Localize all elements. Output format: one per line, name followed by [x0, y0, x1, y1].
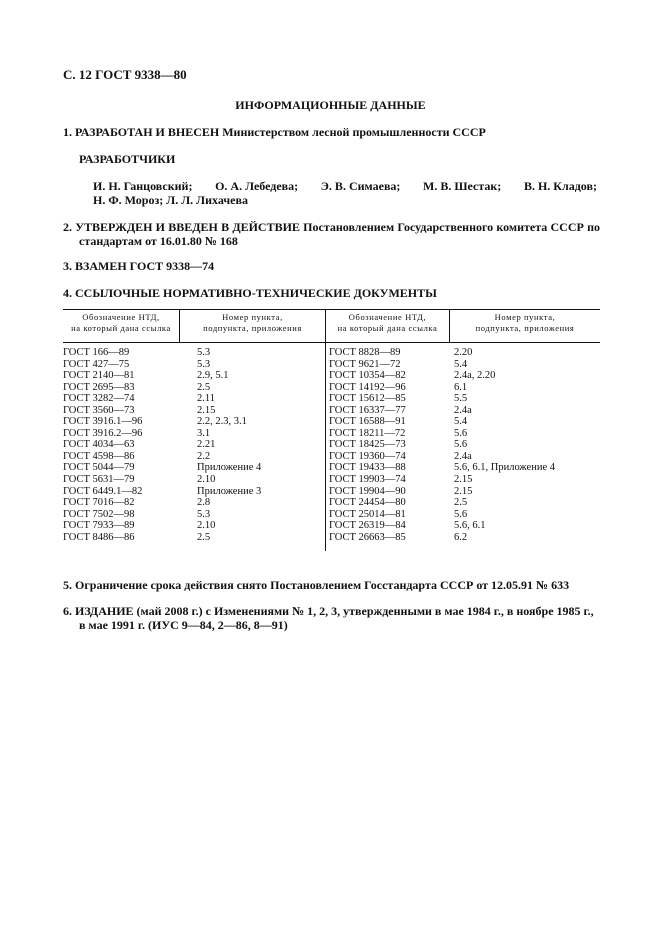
ntd-designation: ГОСТ 2140—81	[63, 370, 135, 382]
table-row	[329, 416, 600, 428]
ntd-designation: ГОСТ 4598—86	[63, 450, 135, 462]
section-1: 1. РАЗРАБОТАН И ВНЕСЕН Министерством лесной промышленности СССР	[63, 125, 486, 139]
ntd-designation: ГОСТ 8486—86	[63, 531, 135, 543]
ntd-designation: ГОСТ 14192—96	[329, 381, 406, 393]
ntd-designation: ГОСТ 18211—72	[329, 427, 406, 439]
developers-heading: РАЗРАБОТЧИКИ	[79, 152, 176, 166]
item-number: 2.15	[197, 404, 216, 416]
ntd-designation: ГОСТ 5044—79	[63, 462, 135, 474]
table-row	[329, 382, 600, 394]
developer-name: М. В. Шестак;	[423, 179, 502, 193]
col-header-line: Номер пункта,	[222, 312, 283, 322]
ntd-designation: ГОСТ 7016—82	[63, 497, 135, 509]
developers-line-1	[93, 179, 597, 194]
ntd-designation: ГОСТ 3916.2—96	[63, 427, 143, 439]
table-row	[329, 486, 600, 498]
ntd-designation: ГОСТ 26663—85	[329, 531, 406, 543]
table-body-left	[63, 347, 325, 543]
item-number: 2.20	[454, 347, 473, 358]
table-row	[63, 462, 325, 474]
item-number: 2.4а	[454, 450, 472, 462]
developer-name: Э. В. Симаева;	[320, 179, 401, 193]
ntd-designation: ГОСТ 19903—74	[329, 474, 406, 486]
item-number: 5.6	[454, 427, 468, 439]
section-3: 3. ВЗАМЕН ГОСТ 9338—74	[63, 259, 215, 273]
table-top-rule	[63, 309, 600, 310]
item-number: 2.4а	[454, 404, 472, 416]
table-row	[329, 474, 600, 486]
table-row	[329, 497, 600, 509]
table-row	[329, 359, 600, 371]
item-number: 2.10	[197, 520, 216, 532]
ntd-designation: ГОСТ 427—75	[63, 358, 130, 370]
item-number: Приложение 3	[197, 485, 262, 497]
table-row	[329, 439, 600, 451]
developer-name: В. Н. Кладов;	[523, 179, 597, 193]
ntd-designation: ГОСТ 7933—89	[63, 520, 135, 532]
section-6-line-2: в мае 1991 г. (ИУС 9—84, 2—86, 8—91)	[79, 618, 288, 632]
item-number: 2.9, 5.1	[197, 370, 229, 382]
ntd-designation: ГОСТ 18425—73	[329, 439, 406, 451]
table-row	[329, 393, 600, 405]
ntd-designation: ГОСТ 25014—81	[329, 508, 406, 520]
item-number: 6.2	[454, 531, 468, 543]
document-title: ИНФОРМАЦИОННЫЕ ДАННЫЕ	[235, 98, 426, 112]
item-number: 5.6, 6.1	[454, 520, 486, 532]
table-row	[63, 428, 325, 440]
table-row	[63, 497, 325, 509]
developer-name: И. Н. Ганцовский;	[93, 179, 193, 193]
table-row	[329, 462, 600, 474]
ntd-designation: ГОСТ 8828—89	[329, 347, 401, 358]
table-header-rule	[63, 342, 600, 343]
item-number: 3.1	[197, 427, 211, 439]
ntd-designation: ГОСТ 26319—84	[329, 520, 406, 532]
item-number: 2.5	[197, 381, 211, 393]
table-row	[329, 532, 600, 544]
col-header-line: Номер пункта,	[494, 312, 556, 322]
item-number: 2.5	[454, 497, 468, 509]
ntd-designation: ГОСТ 4034—63	[63, 439, 135, 451]
item-number: 5.3	[197, 347, 211, 358]
col-divider-main	[325, 309, 326, 551]
developers-list	[93, 179, 597, 194]
table-row	[329, 520, 600, 532]
item-number: 5.4	[454, 416, 468, 428]
item-number: 2.8	[197, 497, 211, 509]
col-header-line: подпункта, приложения	[475, 323, 575, 333]
table-row	[63, 416, 325, 428]
ntd-designation: ГОСТ 3560—73	[63, 404, 135, 416]
table-row	[329, 405, 600, 417]
section-6-line-1: 6. ИЗДАНИЕ (май 2008 г.) с Изменениями № 1, 2, 3, утвержденными в мае 1984 г., в ноябре 1985 г.,	[63, 604, 594, 618]
ntd-designation: ГОСТ 19360—74	[329, 450, 406, 462]
item-number: 6.1	[454, 381, 468, 393]
table-row	[329, 509, 600, 521]
table-row	[63, 370, 325, 382]
developer-name: О. А. Лебедева;	[215, 179, 299, 193]
col-header-line: подпункта, приложения	[203, 323, 302, 333]
section-4: 4. ССЫЛОЧНЫЕ НОРМАТИВНО-ТЕХНИЧЕСКИЕ ДОКУМЕНТЫ	[63, 286, 437, 300]
item-number: 2.2, 2.3, 3.1	[197, 416, 247, 428]
item-number: 5.3	[197, 358, 211, 370]
ntd-designation: ГОСТ 19904—90	[329, 485, 406, 497]
item-number: 2.11	[197, 393, 215, 405]
item-number: 5.6	[454, 508, 468, 520]
ntd-designation: ГОСТ 2695—83	[63, 381, 135, 393]
section-2-line-1	[63, 220, 600, 235]
table-row	[63, 486, 325, 498]
section-5: 5. Ограничение срока действия снято Постановлением Госстандарта СССР от 12.05.91 № 633	[63, 578, 570, 592]
ntd-designation: ГОСТ 9621—72	[329, 358, 401, 370]
ntd-designation: ГОСТ 3282—74	[63, 393, 135, 405]
table-row	[63, 359, 325, 371]
col-header-item-left	[180, 312, 325, 334]
ntd-designation: ГОСТ 15612—85	[329, 393, 406, 405]
ntd-designation: ГОСТ 16337—77	[329, 404, 406, 416]
ntd-designation: ГОСТ 6449.1—82	[63, 485, 143, 497]
item-number: Приложение 4	[197, 462, 262, 474]
table-row	[63, 393, 325, 405]
table-row	[63, 509, 325, 521]
item-number: 2.4а, 2.20	[454, 370, 496, 382]
ntd-designation: ГОСТ 166—89	[63, 347, 130, 358]
col-header-ntd-left	[63, 312, 179, 334]
item-number: 5.4	[454, 358, 468, 370]
table-row	[329, 451, 600, 463]
col-header-ntd-right	[326, 312, 449, 334]
table-row	[63, 532, 325, 544]
developers-line-2: Н. Ф. Мороз; Л. Л. Лихачева	[93, 193, 248, 207]
col-header-item-right	[450, 312, 600, 334]
ntd-designation: ГОСТ 19433—88	[329, 462, 406, 474]
table-row	[63, 439, 325, 451]
ntd-designation: ГОСТ 5631—79	[63, 474, 135, 486]
item-number: 2.5	[197, 531, 211, 543]
col-header-line: Обозначение НТД,	[82, 312, 160, 322]
table-row	[63, 451, 325, 463]
table-body-right	[329, 347, 600, 543]
item-number: 2.21	[197, 439, 216, 451]
item-number: 2.10	[197, 474, 216, 486]
ntd-designation: ГОСТ 7502—98	[63, 508, 135, 520]
col-header-line: на который дана ссылка	[337, 323, 438, 333]
item-number: 2.2	[197, 450, 211, 462]
table-row	[329, 370, 600, 382]
table-row	[63, 382, 325, 394]
col-header-line: Обозначение НТД,	[348, 312, 427, 322]
ntd-designation: ГОСТ 10354—82	[329, 370, 406, 382]
table-row	[329, 428, 600, 440]
page-header: С. 12 ГОСТ 9338—80	[63, 67, 187, 82]
ntd-designation: ГОСТ 3916.1—96	[63, 416, 143, 428]
item-number: 5.6	[454, 439, 468, 451]
item-number: 5.3	[197, 508, 211, 520]
col-header-line: на который дана ссылка	[71, 323, 171, 333]
item-number: 5.5	[454, 393, 468, 405]
table-row	[329, 347, 600, 359]
item-number: 2.15	[454, 485, 473, 497]
section-2-text: 2. УТВЕРЖДЕН И ВВЕДЕН В ДЕЙСТВИЕ Постановлением Государственного комитета СССР по	[63, 220, 600, 234]
table-row	[63, 520, 325, 532]
item-number: 5.6, 6.1, Приложение 4	[454, 462, 555, 474]
ntd-designation: ГОСТ 24454—80	[329, 497, 406, 509]
table-row	[63, 405, 325, 417]
table-row	[63, 474, 325, 486]
table-row	[63, 347, 325, 359]
section-2-line-2: стандартам от 16.01.80 № 168	[79, 234, 238, 248]
item-number: 2.15	[454, 474, 473, 486]
ntd-designation: ГОСТ 16588—91	[329, 416, 406, 428]
